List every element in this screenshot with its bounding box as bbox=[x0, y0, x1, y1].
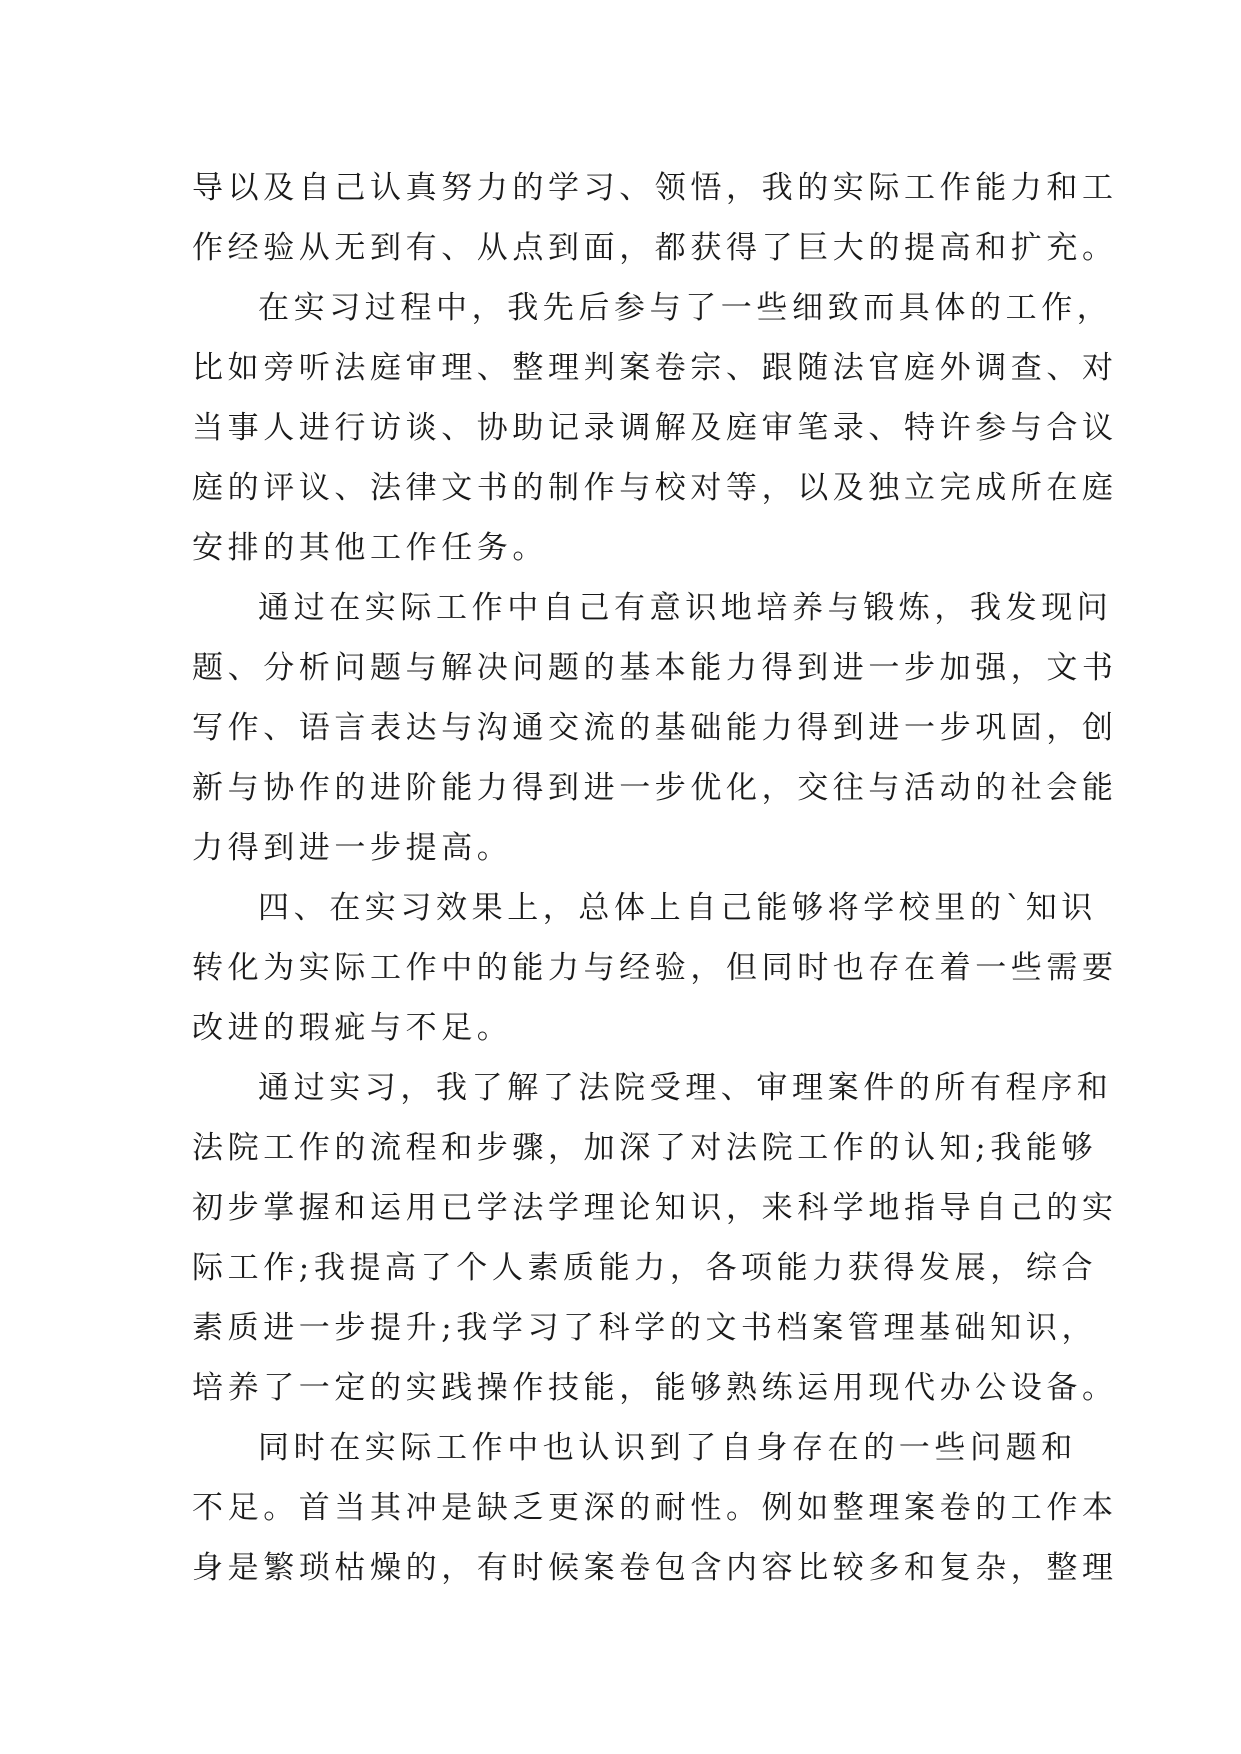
text-line: 身是繁琐枯燥的，有时候案卷包含内容比较多和复杂，整理 bbox=[192, 1550, 1118, 1586]
text-line: 培养了一定的实践操作技能，能够熟练运用现代办公设备。 bbox=[192, 1370, 1118, 1406]
text-line: 导以及自己认真努力的学习、领悟，我的实际工作能力和工 bbox=[192, 170, 1118, 206]
text-line: 当事人进行访谈、协助记录调解及庭审笔录、特许参与合议 bbox=[192, 410, 1118, 446]
text-line: 转化为实际工作中的能力与经验，但同时也存在着一些需要 bbox=[192, 950, 1118, 986]
text-line: 素质进一步提升;我学习了科学的文书档案管理基础知识， bbox=[192, 1310, 1098, 1346]
text-line: 同时在实际工作中也认识到了自身存在的一些问题和 bbox=[258, 1430, 1077, 1466]
text-line: 题、分析问题与解决问题的基本能力得到进一步加强，文书 bbox=[192, 650, 1118, 686]
text-line: 作经验从无到有、从点到面，都获得了巨大的提高和扩充。 bbox=[192, 230, 1118, 266]
text-line: 际工作;我提高了个人素质能力，各项能力获得发展，综合 bbox=[192, 1250, 1098, 1286]
text-line: 在实习过程中，我先后参与了一些细致而具体的工作， bbox=[258, 290, 1113, 326]
text-line: 改进的瑕疵与不足。 bbox=[192, 1010, 513, 1046]
text-line: 新与协作的进阶能力得到进一步优化，交往与活动的社会能 bbox=[192, 770, 1118, 806]
text-line: 不足。首当其冲是缺乏更深的耐性。例如整理案卷的工作本 bbox=[192, 1490, 1118, 1526]
text-line: 比如旁听法庭审理、整理判案卷宗、跟随法官庭外调查、对 bbox=[192, 350, 1118, 386]
text-line: 初步掌握和运用已学法学理论知识，来科学地指导自己的实 bbox=[192, 1190, 1118, 1226]
text-line: 通过实习，我了解了法院受理、审理案件的所有程序和 bbox=[258, 1070, 1113, 1106]
text-line: 通过在实际工作中自己有意识地培养与锻炼，我发现问 bbox=[258, 590, 1113, 626]
document-body bbox=[192, 158, 1118, 1598]
text-line: 四、在实习效果上，总体上自己能够将学校里的`知识 bbox=[258, 890, 1097, 926]
text-line: 力得到进一步提高。 bbox=[192, 830, 513, 866]
text-line: 法院工作的流程和步骤，加深了对法院工作的认知;我能够 bbox=[192, 1130, 1098, 1166]
text-line: 庭的评议、法律文书的制作与校对等，以及独立完成所在庭 bbox=[192, 470, 1118, 506]
text-line: 写作、语言表达与沟通交流的基础能力得到进一步巩固，创 bbox=[192, 710, 1118, 746]
text-line: 安排的其他工作任务。 bbox=[192, 530, 548, 566]
